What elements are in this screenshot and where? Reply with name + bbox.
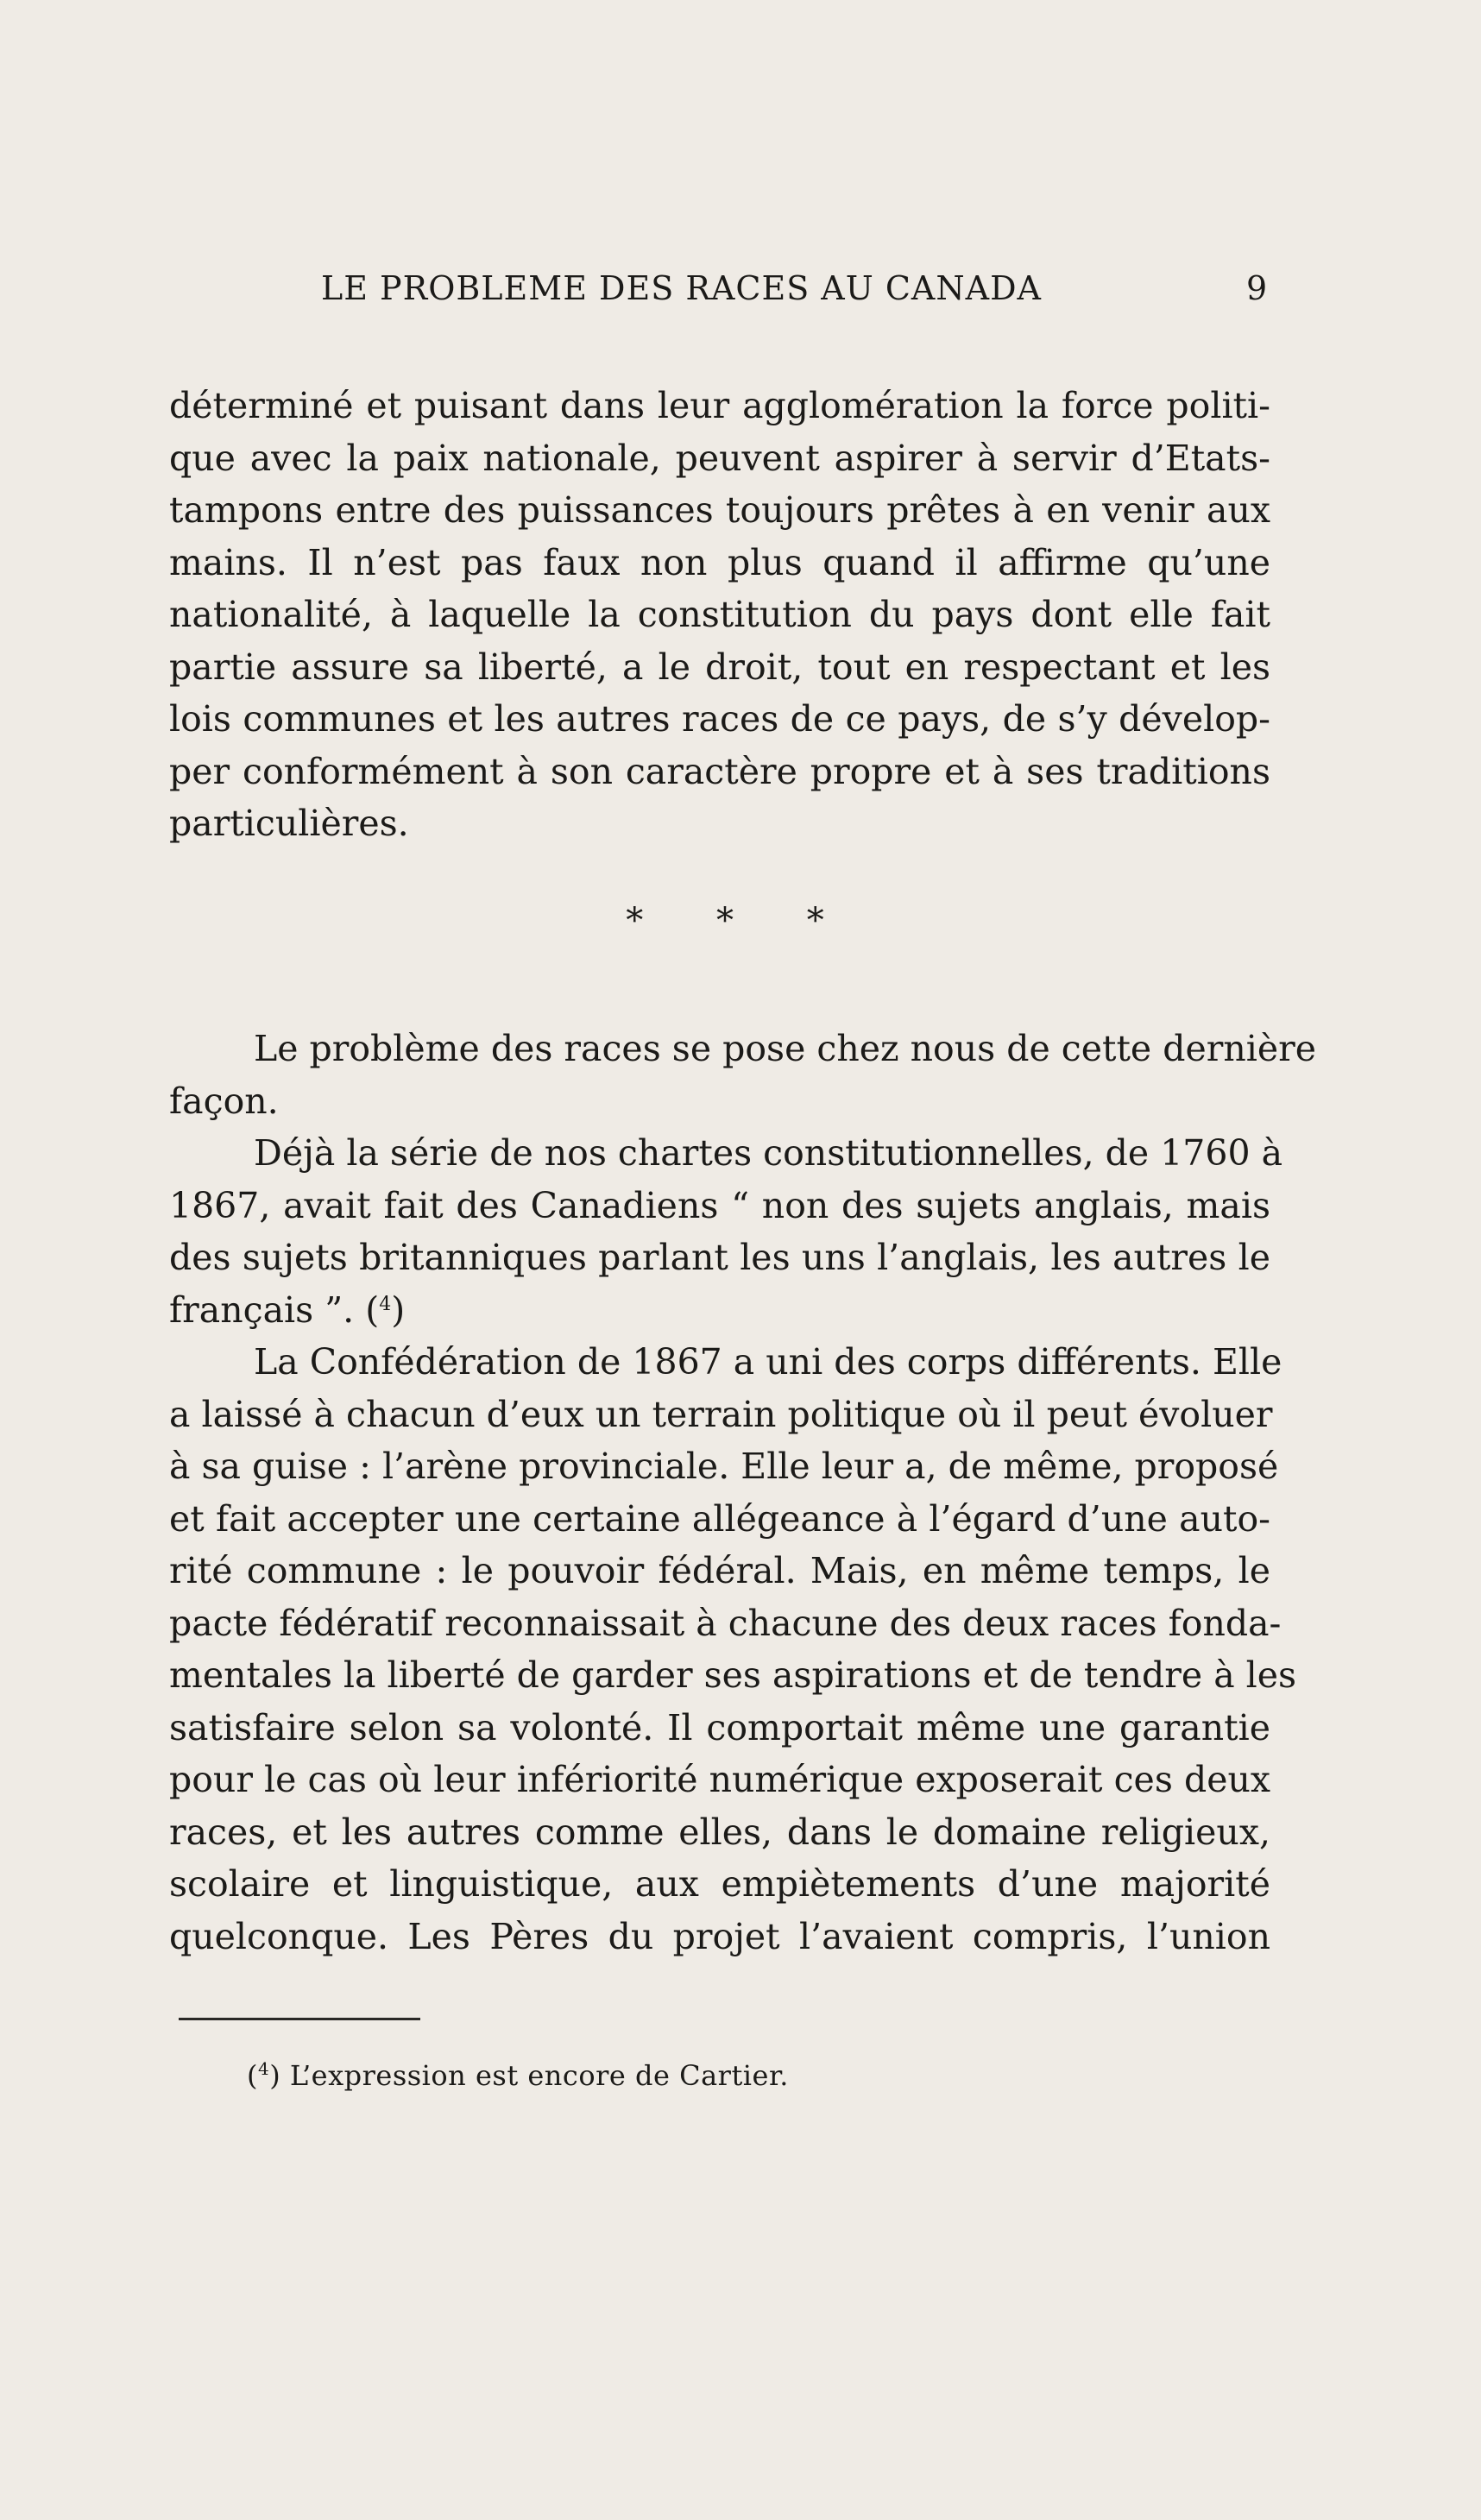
text-line: per conformément à son caractère propre et à ses traditions xyxy=(169,750,1270,792)
text-line: a laissé à chacun d’eux un terrain politique où il peut évoluer xyxy=(169,1393,1273,1435)
text-line: scolaire et linguistique, aux empiètements d’une majorité xyxy=(169,1863,1270,1905)
text-line: français ”. ( xyxy=(169,1288,380,1331)
text-line: pour le cas où leur infériorité numérique exposerait ces deux xyxy=(169,1759,1270,1800)
text-line-with-note-ref xyxy=(169,1284,1270,1337)
text-line: pacte fédératif reconnaissait à chacune des deux races fonda- xyxy=(169,1602,1282,1644)
text-line: tampons entre des puissances toujours prêtes à en venir aux xyxy=(169,489,1270,531)
text-line: Le problème des races se pose chez nous de cette dernière xyxy=(254,1028,1316,1069)
footnote-close: ) xyxy=(269,2059,281,2092)
running-title: LE PROBLEME DES RACES AU CANADA xyxy=(321,269,1042,307)
text-line: façon. xyxy=(169,1080,279,1122)
footnote xyxy=(247,2059,789,2092)
footnote-text: L’expression est encore de Cartier. xyxy=(280,2059,789,2092)
footnote-marker xyxy=(247,2059,280,2092)
text-line: partie assure sa liberté, a le droit, tout en respectant et les xyxy=(169,646,1270,688)
text-line: déterminé et puisant dans leur agglomération la force politi- xyxy=(169,385,1270,426)
footnote-open: ( xyxy=(247,2059,258,2092)
text-line: quelconque. Les Pères du projet l’avaient compris, l’union xyxy=(169,1915,1270,1957)
body-text xyxy=(169,1023,1316,1962)
text-line: rité commune : le pouvoir fédéral. Mais, en même temps, le xyxy=(169,1550,1270,1591)
page-number: 9 xyxy=(1246,269,1269,307)
text-line: nationalité, à laquelle la constitution du pays dont elle fait xyxy=(169,594,1270,635)
text-line: mains. Il n’est pas faux non plus quand il affirme qu’une xyxy=(169,541,1270,583)
paragraph-continued xyxy=(169,380,1270,850)
text-line: à sa guise : l’arène provinciale. Elle leur a, de même, proposé xyxy=(169,1446,1279,1487)
text-line: Déjà la série de nos chartes constitutionnelles, de 1760 à xyxy=(254,1132,1283,1174)
footnote-number: 4 xyxy=(257,2058,270,2079)
footnote-ref-number: 4 xyxy=(379,1293,392,1315)
text-line: satisfaire selon sa volonté. Il comportait même une garantie xyxy=(169,1706,1270,1748)
text-line: races, et les autres comme elles, dans le domaine religieux, xyxy=(169,1811,1270,1853)
text-line: La Confédération de 1867 a uni des corps différents. Elle xyxy=(254,1341,1282,1383)
footnote-ref-close: ) xyxy=(391,1288,406,1331)
text-line: que avec la paix nationale, peuvent aspirer à servir d’Etats- xyxy=(169,437,1270,479)
text-line: des sujets britanniques parlant les uns l’anglais, les autres le xyxy=(169,1237,1270,1278)
section-break: * * * xyxy=(626,901,855,941)
text-line: mentales la liberté de garder ses aspirations et de tendre à les xyxy=(169,1654,1297,1696)
text-line: lois communes et les autres races de ce pays, de s’y dévelop- xyxy=(169,698,1270,740)
text-line: particulières. xyxy=(169,803,409,844)
footnote-rule xyxy=(179,2018,420,2020)
text-line: et fait accepter une certaine allégeance à l’égard d’une auto- xyxy=(169,1497,1270,1540)
text-line: 1867, avait fait des Canadiens “ non des sujets anglais, mais xyxy=(169,1184,1270,1226)
